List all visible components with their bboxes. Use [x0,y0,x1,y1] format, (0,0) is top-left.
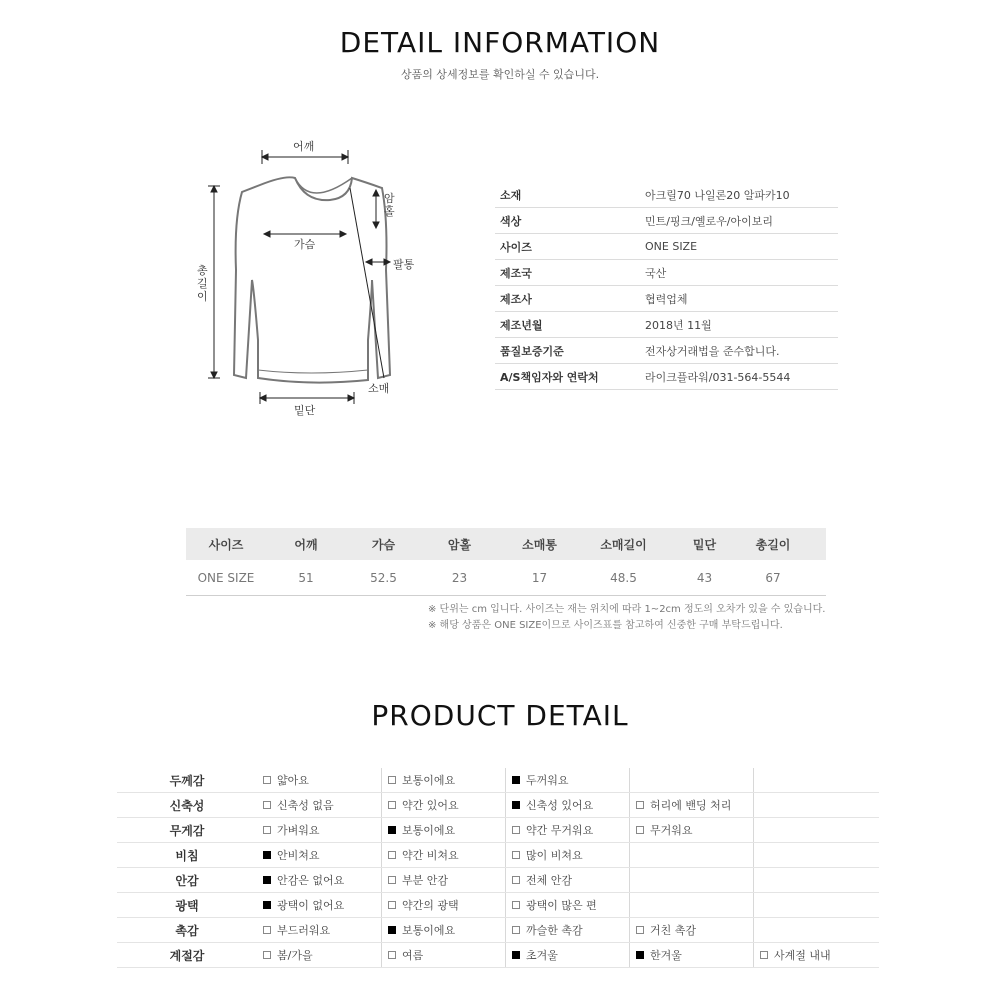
detail-option-cell [257,793,381,817]
detail-option-cell [753,818,877,842]
detail-row-label: 광택 [175,898,199,913]
detail-option-label: 신축성 없음 [277,799,334,812]
detail-option-label: 많이 비쳐요 [526,849,583,862]
detail-option-label: 광택이 많은 편 [526,899,597,912]
detail-info-subtitle: 상품의 상세정보를 확인하실 수 있습니다. [400,68,600,81]
detail-option-label: 신축성 있어요 [526,799,594,812]
detail-option-label: 무거워요 [650,824,693,837]
detail-option-cell [505,843,629,867]
detail-option-label: 부분 안감 [402,874,449,887]
detail-option-cell [629,793,753,817]
detail-row [117,943,879,968]
detail-option-cell [753,943,877,967]
info-row-country: 제조국 국산 [495,260,838,286]
detail-option-cell [629,818,753,842]
info-row-material: 소재 아크릴70 나일론20 알파카10 [495,182,838,208]
info-row-size: 사이즈 ONE SIZE [495,234,838,260]
detail-option-cell [257,918,381,942]
detail-option-label: 보통이에요 [402,824,456,837]
detail-option-label: 봄/가을 [277,949,313,962]
detail-option-label: 보통이에요 [402,774,456,787]
unchecked-box-icon [388,876,396,884]
detail-option-label: 거친 촉감 [650,924,697,937]
detail-option-cell [381,893,505,917]
total-length-label: 총길이 [197,264,208,303]
detail-row [117,918,879,943]
info-row-maker: 제조사 협력업체 [495,286,838,312]
detail-row [117,818,879,843]
unchecked-box-icon [388,851,396,859]
detail-option-cell [753,843,877,867]
detail-option-cell [629,943,753,967]
detail-option-label: 약간 있어요 [402,799,459,812]
detail-info-title: DETAIL INFORMATION [339,26,661,59]
detail-option-cell [505,793,629,817]
detail-option-label: 안감은 없어요 [277,874,345,887]
unchecked-box-icon [512,826,520,834]
detail-option-cell [257,768,381,792]
detail-option-cell [257,868,381,892]
hem-label: 밑단 [294,404,316,417]
detail-option-cell [505,893,629,917]
info-row-color: 색상 민트/핑크/옐로우/아이보리 [495,208,838,234]
info-row-warranty: 품질보증기준 전자상거래법을 준수합니다. [495,338,838,364]
checked-box-icon [263,876,271,884]
detail-option-label: 약간의 광택 [402,899,459,912]
unchecked-box-icon [263,926,271,934]
sleeve-width-label: 팔통 [393,258,415,271]
unchecked-box-icon [388,901,396,909]
size-table [186,528,826,596]
product-detail-table [117,768,879,968]
detail-option-label: 여름 [402,949,424,962]
checked-box-icon [512,951,520,959]
detail-option-cell [505,818,629,842]
shoulder-label: 어깨 [293,140,315,153]
detail-option-label: 약간 비쳐요 [402,849,459,862]
detail-option-label: 사계절 내내 [774,949,831,962]
unchecked-box-icon [263,776,271,784]
detail-option-cell [629,868,753,892]
unchecked-box-icon [760,951,768,959]
detail-row [117,868,879,893]
sweater-outline-icon [190,130,430,430]
detail-option-label: 약간 무거워요 [526,824,594,837]
detail-option-label: 안비쳐요 [277,849,320,862]
unchecked-box-icon [636,801,644,809]
unchecked-box-icon [263,826,271,834]
detail-option-cell [257,818,381,842]
detail-option-cell [381,793,505,817]
detail-option-label: 까슬한 촉감 [526,924,583,937]
product-detail-title: PRODUCT DETAIL [371,699,629,732]
size-note-onesize: ※ 해당 상품은 ONE SIZE이므로 사이즈표를 참고하여 신중한 구매 부탁드립니다. [428,620,783,631]
unchecked-box-icon [388,776,396,784]
detail-option-cell [381,868,505,892]
detail-option-cell [629,768,753,792]
detail-option-cell [629,843,753,867]
detail-option-cell [257,943,381,967]
detail-option-cell [381,768,505,792]
unchecked-box-icon [512,901,520,909]
detail-option-cell [629,918,753,942]
chest-label: 가슴 [294,238,316,251]
info-row-date: 제조년월 2018년 11월 [495,312,838,338]
unchecked-box-icon [512,876,520,884]
unchecked-box-icon [388,951,396,959]
detail-option-cell [505,918,629,942]
checked-box-icon [512,776,520,784]
detail-option-cell [753,918,877,942]
unchecked-box-icon [636,926,644,934]
detail-option-cell [505,768,629,792]
detail-row [117,768,879,793]
detail-row-label: 두께감 [169,773,205,788]
unchecked-box-icon [263,951,271,959]
detail-option-label: 전체 안감 [526,874,573,887]
detail-option-cell [381,843,505,867]
checked-box-icon [263,901,271,909]
product-info-table [495,182,838,390]
detail-option-cell [381,818,505,842]
detail-option-label: 광택이 없어요 [277,899,345,912]
checked-box-icon [263,851,271,859]
detail-option-label: 얇아요 [277,774,309,787]
detail-option-cell [753,768,877,792]
detail-row [117,893,879,918]
detail-row-label: 무게감 [169,823,205,838]
detail-option-cell [629,893,753,917]
detail-option-cell [753,893,877,917]
unchecked-box-icon [512,926,520,934]
detail-row [117,843,879,868]
unchecked-box-icon [512,851,520,859]
detail-option-cell [505,943,629,967]
detail-option-label: 두꺼워요 [526,774,569,787]
unchecked-box-icon [636,826,644,834]
detail-row-label: 촉감 [175,923,199,938]
detail-option-cell [381,918,505,942]
detail-option-label: 허리에 밴딩 처리 [650,799,732,812]
detail-option-cell [257,893,381,917]
unchecked-box-icon [263,801,271,809]
detail-row-label: 비침 [175,848,199,863]
checked-box-icon [512,801,520,809]
detail-option-label: 가벼워요 [277,824,320,837]
detail-option-label: 한겨울 [650,949,682,962]
detail-row-label: 신축성 [169,798,205,813]
size-table-row: ONE SIZE 51 52.5 23 17 48.5 43 67 [186,560,826,596]
checked-box-icon [388,826,396,834]
checked-box-icon [388,926,396,934]
info-row-as-contact: A/S책임자와 연락처 라이크플라워/031-564-5544 [495,364,838,390]
detail-option-cell [257,843,381,867]
checked-box-icon [636,951,644,959]
detail-option-cell [753,868,877,892]
detail-row-label: 안감 [175,873,199,888]
detail-option-label: 보통이에요 [402,924,456,937]
size-notes [428,602,825,634]
garment-sketch [190,130,430,430]
detail-option-label: 초겨울 [526,949,558,962]
armhole-label: 암홀 [384,192,395,218]
detail-option-cell [381,943,505,967]
detail-option-cell [753,793,877,817]
size-table-header: 사이즈 어깨 가슴 암홀 소매통 소매길이 밑단 총길이 [186,528,826,560]
unchecked-box-icon [388,801,396,809]
size-note-unit: ※ 단위는 cm 입니다. 사이즈는 재는 위치에 따라 1~2cm 정도의 오차가 있을 수 있습니다. [428,604,826,615]
detail-row-label: 계절감 [169,948,205,963]
detail-option-label: 부드러워요 [277,924,331,937]
detail-row [117,793,879,818]
sleeve-label: 소매 [368,382,390,395]
detail-option-cell [505,868,629,892]
